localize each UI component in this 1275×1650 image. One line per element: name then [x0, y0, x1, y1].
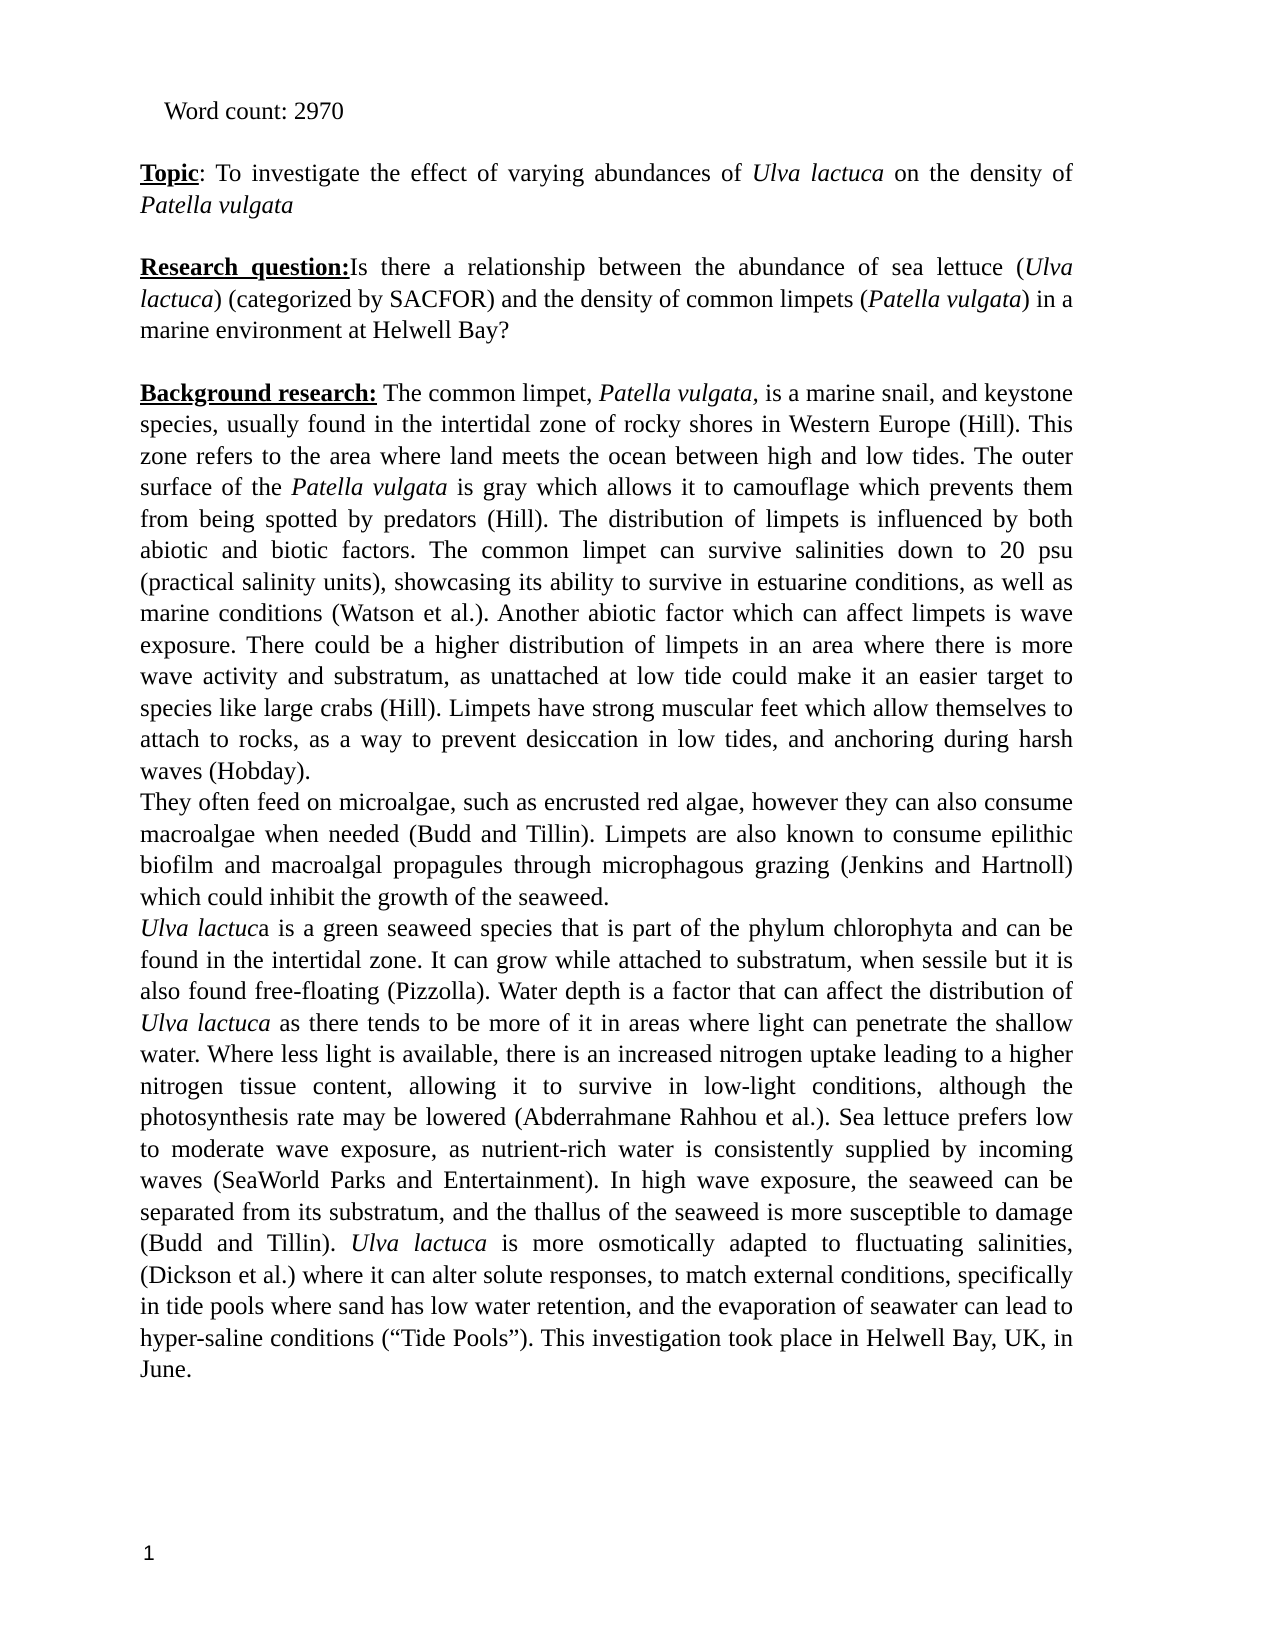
rq-text-2: ) (categorized by SACFOR) and the density of common limpets ( — [213, 285, 869, 313]
spacer — [140, 347, 1073, 378]
rq-text-3: ) in a marine environment at Helwell Bay? — [140, 285, 1073, 344]
rq-species-ulva: Ulva lactuca — [140, 254, 1073, 313]
topic-text-1: To investigate the effect of varying abundances of — [215, 160, 752, 187]
background-research-heading: Background research: — [140, 379, 378, 407]
research-question-paragraph — [140, 252, 1073, 347]
topic-text-2: on the density of — [884, 160, 1073, 187]
word-count-line: Word count: 2970 — [164, 98, 344, 125]
bg-species-patella-1: Patella vulgata, — [598, 379, 759, 407]
bg-species-ulva-1: Ulva lactuc — [140, 915, 259, 942]
bg-text-3: is gray which allows it to camouflage which prevents them from being spotted by predators (Hill). The distribution of limpets is influenced by both abiotic and biotic factors. The common limpet can survive salinities down to 20 psu (practical salinity units), showcasing its ability to survive in estuarine conditions, as well as marine conditions (Watson et al.). Another abiotic factor which can affect limpets is wave exposure. There could be a higher distribution of limpets in an area where there is more wave activity and substratum, as unattached at low tide could make it an easier target to species like large crabs (Hill). Limpets have strong muscular feet which allow themselves to attach to rocks, as a way to prevent desiccation in low tides, and anchoring during harsh waves (Hobday). — [140, 474, 1073, 785]
topic-heading-suffix: : — [198, 160, 216, 187]
topic-species-patella: Patella vulgata — [140, 191, 294, 219]
bg-text-2: is a marine snail, and keystone species, usually found in the intertidal zone of rocky shores in Western Europe (Hill). This zone refers to the area where land meets the ocean between high and low tides. The outer surface of the — [140, 379, 1073, 501]
bg-text-1: The common limpet, — [377, 379, 599, 407]
bg-text-5: as there tends to be more of it in areas where light can penetrate the shallow water. Where less light is available, there is an increased nitrogen uptake leading to a higher nitrogen tissue content, allowing it to survive in low-light conditions, although the photosynthesis rate may be lowered (Abderrahmane Rahhou et al.). Sea lettuce prefers low to moderate wave exposure, as nutrient-rich water is consistently supplied by incoming waves (SeaWorld Parks and Entertainment). In high wave exposure, the seaweed can be separated from its substratum, and the thallus of the seaweed is more susceptible to damage (Budd and Tillin). — [140, 1009, 1073, 1257]
topic-paragraph — [140, 158, 1073, 221]
background-research-paragraph-2: They often feed on microalgae, such as encrusted red algae, however they can also consume macroalgae when needed (Budd and Tillin). Limpets are also known to consume epilithic biofilm and macroalgal propagules through microphagous grazing (Jenkins and Hartnoll) which could inhibit the growth of the seaweed. — [140, 789, 1073, 911]
bg-species-ulva-2: Ulva lactuca — [140, 1009, 271, 1037]
background-research-paragraph-3 — [140, 913, 1073, 1386]
bg-species-ulva-3: Ulva lactuca — [350, 1230, 488, 1257]
background-research-paragraph-1 — [140, 378, 1073, 788]
spacer — [140, 221, 1073, 252]
bg-text-4: a is a green seaweed species that is part of the phylum chlorophyta and can be found in the intertidal zone. It can grow while attached to substratum, when sessile but it is also found free-floating (Pizzolla). Water depth is a factor that can affect the distribution of — [140, 915, 1074, 1005]
bg-text-6: is more osmotically adapted to fluctuating salinities, (Dickson et al.) where it can alter solute responses, to match external conditions, specifically in tide pools where sand has low water retention, and the evaporation of seawater can lead to hyper-saline conditions (“Tide Pools”). This investigation took place in Helwell Bay, UK, in June. — [140, 1230, 1073, 1383]
bg-species-patella-2: Patella vulgata — [291, 474, 448, 501]
research-question-heading: Research question: — [140, 254, 350, 281]
rq-text-1: Is there a relationship between the abundance of sea lettuce ( — [349, 254, 1025, 281]
page-number: 1 — [143, 1542, 155, 1565]
rq-species-patella: Patella vulgata — [868, 285, 1022, 313]
document-body — [140, 96, 1073, 1386]
spacer — [140, 127, 1073, 158]
topic-species-ulva: Ulva lactuca — [751, 160, 885, 187]
topic-heading: Topic — [140, 160, 199, 187]
